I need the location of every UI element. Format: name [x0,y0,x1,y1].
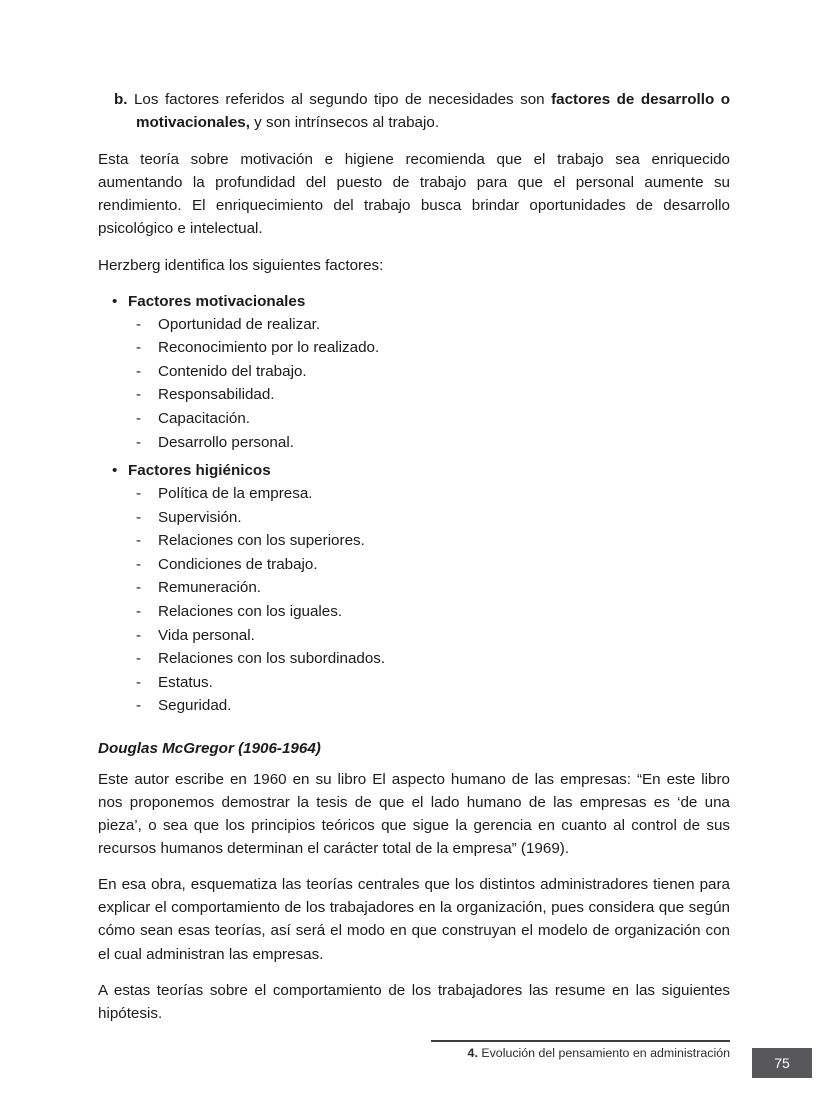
paragraph-herzberg-intro: Herzberg identifica los siguientes factores: [98,256,384,274]
list-item [98,336,730,360]
list-item-label: Reconocimiento por lo realizado. [158,339,380,357]
list-item-label: Estatus. [158,673,213,691]
dash-icon: - [136,508,142,526]
list-item-bold-text: factores de desarrollo o motivacionales, [136,91,730,132]
list-item-label: Remuneración. [158,579,261,597]
dash-icon: - [136,362,142,380]
dash-icon: - [136,410,142,427]
page-content [98,88,730,1038]
dash-icon: - [136,555,142,573]
list-item-marker: b. [114,91,128,108]
list-item-label: Vida personal. [158,626,255,644]
factors-higienicos-items [98,482,730,718]
list-item-label: Capacitación. [158,410,251,427]
list-item-b [98,88,730,134]
factors-motivacionales-items [98,313,730,454]
dash-icon: - [136,386,142,404]
list-item [98,506,730,530]
paragraph-mcgregor-3: A estas teorías sobre el comportamiento de los trabajadores las resume en las siguientes hipótesis. [98,981,730,1022]
list-item-label: Oportunidad de realizar. [158,315,321,333]
dash-icon: - [136,673,142,691]
list-item [98,407,730,431]
list-item-label: Seguridad. [158,697,232,715]
list-item [98,383,730,407]
list-item [98,600,730,624]
section-heading-mcgregor: Douglas McGregor (1906-1964) [98,739,321,757]
dash-icon: - [136,579,142,597]
factors-list [98,290,730,718]
group-title-text: Factores motivacionales [128,292,306,310]
list-item-label: Condiciones de trabajo. [158,555,318,573]
dash-icon: - [136,603,142,621]
list-item [98,529,730,553]
list-item [98,694,730,718]
list-item-label: Contenido del trabajo. [158,362,307,380]
paragraph-mcgregor-2: En esa obra, esquematiza las teorías centrales que los distintos administradores tienen para explicar el comportamiento de los trabajadores en la organización, pues considera que según cómo sean esas teorías, así será el modo en que construyan el modelo de organización con el cual administran las empresas. [98,876,730,963]
list-item-label: Relaciones con los subordinados. [158,650,386,668]
dash-icon: - [136,485,142,503]
bullet-icon: • [112,292,118,310]
list-item [98,671,730,695]
footer-chapter-title: Evolución del pensamiento en administración [481,1046,730,1060]
list-item-label: Política de la empresa. [158,485,313,503]
list-item-label: Relaciones con los superiores. [158,532,365,550]
list-item [98,624,730,648]
dash-icon: - [136,626,142,644]
footer-chapter-label [468,1046,730,1060]
dash-icon: - [136,315,142,333]
list-item [98,431,730,455]
list-item-label: Desarrollo personal. [158,433,294,451]
group-title-text: Factores higiénicos [128,462,271,480]
list-item [98,360,730,384]
page-number: 75 [752,1048,812,1078]
paragraph-mcgregor-1: Este autor escribe en 1960 en su libro El aspecto humano de las empresas: “En este libro nos proponemos demostrar la tesis de que el lado humano de las empresas es ‘de una pieza’, o sea que los principios teóricos que sigue la gerencia en cuanto al control de sus recursos humanos determinan el carácter total de la empresa” (1969). [98,770,730,858]
list-item [98,313,730,337]
list-item [98,553,730,577]
dash-icon: - [136,532,142,550]
footer-divider [431,1040,730,1042]
list-item [98,576,730,600]
dash-icon: - [136,697,142,715]
list-item-label: Responsabilidad. [158,386,275,404]
factors-group-title-higienicos [98,459,730,482]
footer-chapter-number: 4. [467,1046,478,1060]
dash-icon: - [136,433,142,451]
list-item-text-part2: y son intrínsecos al trabajo. [249,114,440,132]
list-item [98,482,730,506]
bullet-icon: • [112,462,118,480]
dash-icon: - [136,339,142,357]
dash-icon: - [136,650,142,668]
factors-group-title-motivacionales [98,290,730,313]
list-item [98,647,730,671]
list-item-label: Supervisión. [158,508,242,526]
list-item-label: Relaciones con los iguales. [158,603,343,621]
paragraph-motivacion-higiene: Esta teoría sobre motivación e higiene recomienda que el trabajo sea enriquecido aumentando la profundidad del puesto de trabajo para que el personal aumente su rendimiento. El enriquecimiento del trabajo busca brindar oportunidades de desarrollo psicológico e intelectual. [98,151,730,238]
list-item-text-part1: Los factores referidos al segundo tipo de necesidades son [133,91,552,108]
